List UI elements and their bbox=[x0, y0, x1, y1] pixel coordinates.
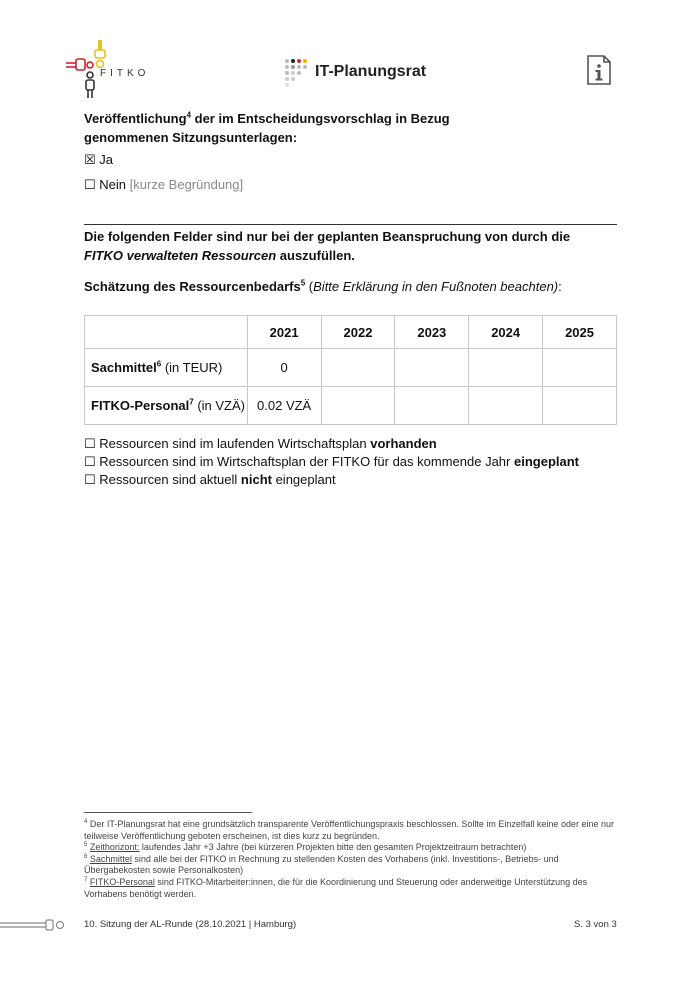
fitko-intro: Die folgenden Felder sind nur bei der geplanten Beanspruchung von durch die FITKO verwalteten Ressourcen auszufüllen. bbox=[84, 229, 571, 263]
table-cell[interactable] bbox=[321, 349, 395, 387]
checkbox-unchecked-icon[interactable]: ☐ bbox=[84, 472, 96, 487]
table-row bbox=[85, 349, 617, 387]
footnote-divider bbox=[84, 812, 252, 813]
checkbox-unchecked-icon[interactable]: ☐ bbox=[84, 177, 96, 192]
info-document-icon bbox=[586, 54, 612, 86]
row-label: Sachmittel$^6$ (in TEUR) bbox=[85, 349, 248, 387]
footnotes bbox=[84, 819, 624, 900]
reason-placeholder[interactable]: [kurze Begründung] bbox=[129, 177, 244, 192]
year-header: 2024 bbox=[469, 316, 543, 349]
checkbox-unchecked-icon[interactable]: ☐ bbox=[84, 454, 96, 469]
footnote: $^7$ FITKO-Personal sind FITKO-Mitarbeiter:innen, die für die Koordinierung und Steuerung oder anderweitige Unterstützung des Vorhabens benötigt werden. bbox=[84, 876, 588, 899]
checklist-item-planned: ☐ Ressourcen sind im Wirtschaftsplan der FITKO für das kommende Jahr eingeplant bbox=[84, 454, 579, 469]
option-yes-label: Ja bbox=[99, 152, 114, 167]
checklist-item-not-planned: ☐ Ressourcen sind aktuell nicht eingeplant bbox=[84, 472, 336, 487]
footer-meeting-info: 10. Sitzung der AL-Runde (28.10.2021 | Hamburg) bbox=[84, 919, 297, 930]
table-header-empty bbox=[85, 316, 248, 349]
itp-dots-icon bbox=[284, 58, 316, 88]
table-cell[interactable] bbox=[469, 349, 543, 387]
connector-line-icon bbox=[0, 917, 66, 933]
fitko-logo-text: FITKO bbox=[100, 68, 150, 79]
option-no bbox=[84, 177, 243, 193]
option-yes bbox=[84, 152, 113, 168]
year-header: 2021 bbox=[247, 316, 321, 349]
option-no-label: Nein bbox=[99, 177, 127, 192]
checklist-item-available: ☐ Ressourcen sind im laufenden Wirtschaftsplan vorhanden bbox=[84, 436, 437, 451]
checkbox-unchecked-icon[interactable]: ☐ bbox=[84, 436, 96, 451]
table-cell[interactable] bbox=[395, 349, 469, 387]
table-cell[interactable] bbox=[395, 387, 469, 425]
resource-checklist bbox=[84, 435, 579, 489]
table-cell[interactable] bbox=[469, 387, 543, 425]
table-row bbox=[85, 387, 617, 425]
year-header: 2023 bbox=[395, 316, 469, 349]
year-header: 2022 bbox=[321, 316, 395, 349]
table-cell[interactable] bbox=[321, 387, 395, 425]
footnote: $^5$ Zeithorizont: laufendes Jahr +3 Jahre (bei kürzeren Projekten bitte den gesamten Projektzeitraum betrachten) bbox=[84, 842, 527, 853]
table-cell[interactable]: 0 bbox=[247, 349, 321, 387]
table-cell[interactable]: 0.02 VZÄ bbox=[247, 387, 321, 425]
year-header: 2025 bbox=[543, 316, 617, 349]
resource-table bbox=[84, 315, 617, 425]
itp-title: IT-Planungsrat bbox=[315, 63, 427, 80]
row-label: FITKO-Personal$^7$ (in VZÄ) bbox=[85, 387, 248, 425]
checkbox-checked-icon[interactable]: ☒ bbox=[84, 152, 96, 167]
table-header-row bbox=[85, 316, 617, 349]
footnote: $^4$ Der IT-Planungsrat hat eine grundsätzlich transparente Veröffentlichungspraxis beschlossen. Sollte im Einzelfall keine oder eine nur teilweise Veröffentlichung geboten erscheinen, ist dies kurz zu begründen. bbox=[84, 819, 614, 841]
table-cell[interactable] bbox=[543, 387, 617, 425]
table-cell[interactable] bbox=[543, 349, 617, 387]
page-number: S. 3 von 3 bbox=[574, 919, 617, 930]
section-divider bbox=[84, 224, 617, 225]
publication-heading: Veröffentlichung$^4$ der im Entscheidungsvorschlag in Bezug genommenen Sitzungsunterlagen: bbox=[84, 110, 450, 145]
resource-estimate-heading: Schätzung des Ressourcenbedarfs$^5$ (Bitte Erklärung in den Fußnoten beachten): bbox=[84, 278, 562, 294]
footnote: $^6$ Sachmittel sind alle bei der FITKO in Rechnung zu stellenden Kosten des Vorhabens (inkl. Investitions-, Betriebs- und Übergabekosten sowie Personalkosten) bbox=[84, 853, 559, 876]
